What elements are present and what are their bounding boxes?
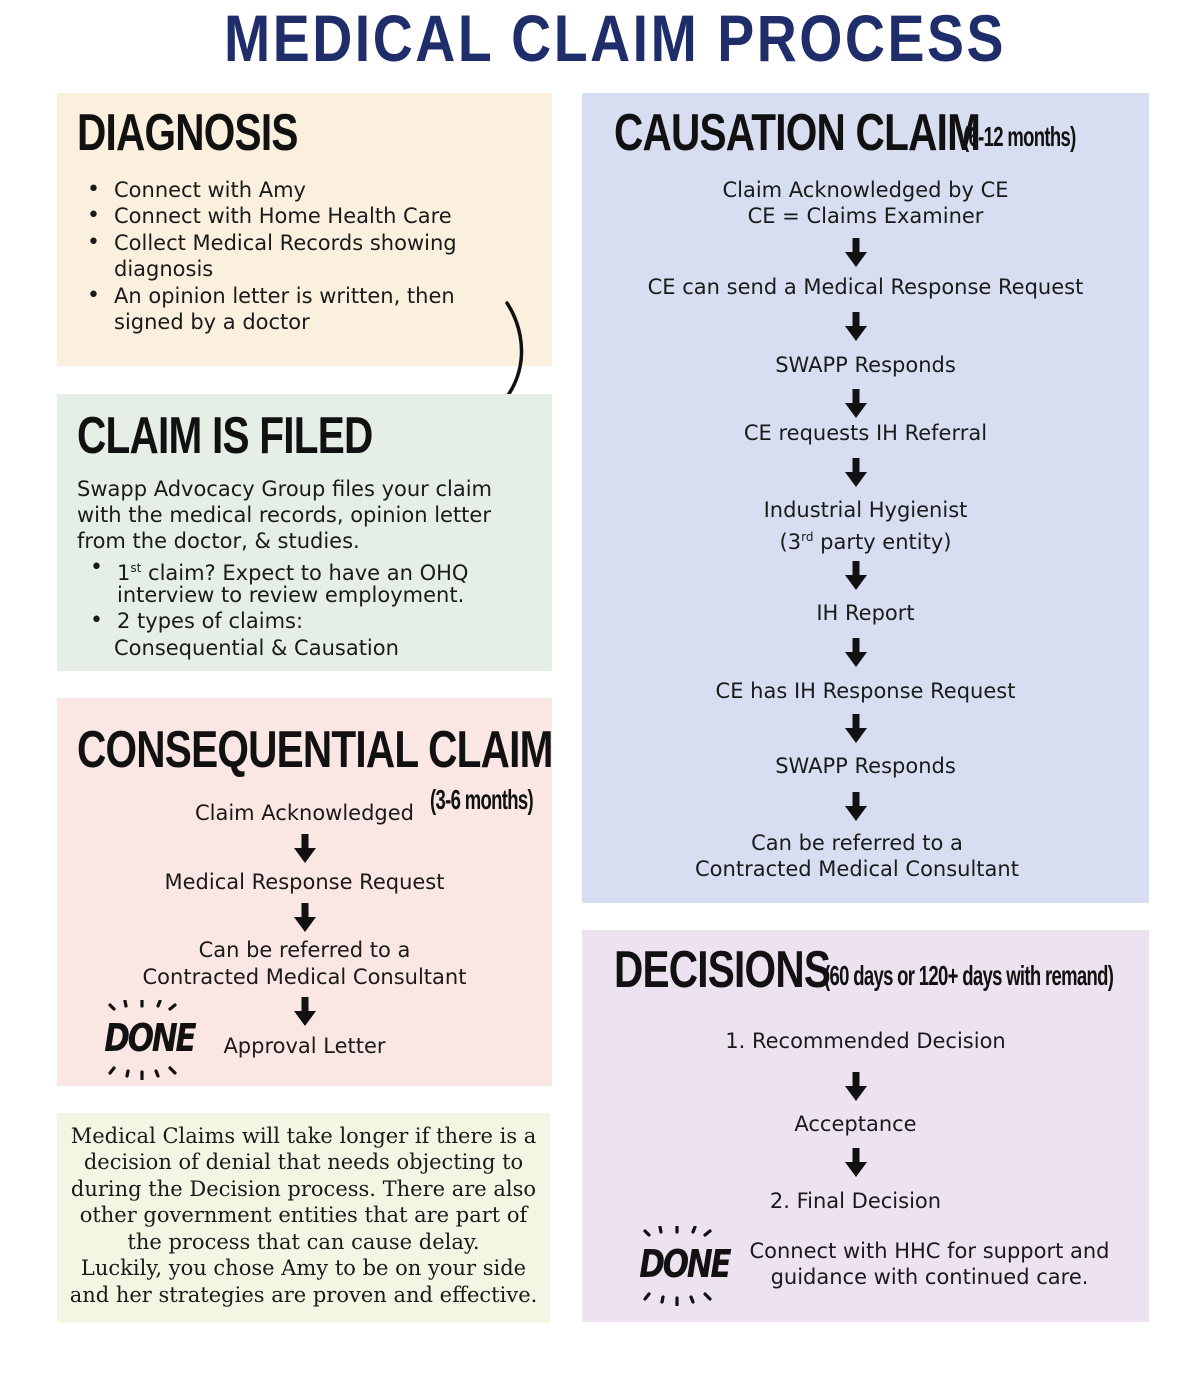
flow-step: Can be referred to a [751,831,963,855]
down-arrow-icon [844,458,868,488]
done-label: DONE [104,1016,195,1060]
flow-step: CE can send a Medical Response Request [647,275,1084,299]
down-arrow-icon [293,997,317,1027]
flow-step: SWAPP Responds [775,353,956,377]
down-arrow-icon [844,638,868,668]
note-line: during the Decision process. There are also [70,1177,537,1201]
list-item-continued: Consequential & Causation [114,636,399,660]
down-arrow-icon [844,312,868,342]
consequential-duration: (3-6 months) [430,784,533,815]
done-stamp [92,1000,195,1080]
list-item: Collect Medical Records showing [114,231,457,255]
note-line: other government entities that are part of [79,1203,528,1227]
down-arrow-icon [293,834,317,864]
down-arrow-icon [844,792,868,822]
flow-step: SWAPP Responds [775,754,956,778]
bullet-icon: • [87,283,100,308]
down-arrow-icon [844,714,868,744]
consequential-heading: CONSEQUENTIAL CLAIM [77,721,553,779]
down-arrow-icon [844,238,868,268]
bullet-text-part: claim? Expect to have an OHQ [141,561,469,585]
list-item-continued: interview to review employment. [117,583,465,607]
claim-filed-intro-line: from the doctor, & studies. [77,529,360,553]
causation-heading: CAUSATION CLAIM [614,104,981,162]
flow-step-continued [582,524,1149,556]
note-panel [57,1113,550,1323]
down-arrow-icon [844,1072,868,1102]
note-line: Luckily, you chose Amy to be on your side [80,1256,527,1280]
decision-final-line: guidance with continued care. [770,1265,1089,1289]
flow-step: Claim Acknowledged [194,801,415,825]
decisions-duration: (60 days or 120+ days with remand) [824,960,1114,991]
list-item: Connect with Amy [114,178,306,202]
down-arrow-icon [844,561,868,591]
consequential-panel [57,698,552,1086]
bullet-icon: • [87,230,100,255]
note-line: decision of denial that needs objecting to [83,1150,524,1174]
list-item: An opinion letter is written, then [114,284,455,308]
flow-step: CE has IH Response Request [715,679,1016,703]
note-line: the process that can cause delay. [127,1230,480,1254]
bullet-icon: • [87,177,100,202]
flow-step: Approval Letter [223,1034,386,1058]
step-text-part: (3 [779,530,802,554]
list-item-continued: diagnosis [114,257,214,281]
flow-step-continued: Contracted Medical Consultant [142,965,467,989]
superscript: st [130,561,142,575]
flow-step: IH Report [816,601,915,625]
list-item-continued: signed by a doctor [114,310,310,334]
causation-duration: (6-12 months) [963,121,1076,152]
decisions-heading: DECISIONS [614,941,831,999]
down-arrow-icon [844,389,868,419]
flow-step: Medical Response Request [164,870,445,894]
page-title: MEDICAL CLAIM PROCESS [224,1,1006,75]
flow-step: Can be referred to a [198,938,411,962]
bullet-icon: • [90,555,103,580]
bullet-icon: • [87,203,100,228]
list-item: Connect with Home Health Care [114,204,452,228]
flow-step-continued: Contracted Medical Consultant [695,857,1019,881]
decision-final-line: Connect with HHC for support and [749,1239,1110,1263]
claim-filed-intro-line: Swapp Advocacy Group files your claim [77,477,493,501]
done-label: DONE [639,1242,730,1286]
claim-filed-panel [57,394,552,671]
bullet-icon: • [90,608,103,633]
superscript: rd [801,530,814,544]
diagnosis-heading: DIAGNOSIS [77,104,298,162]
done-stamp [627,1226,730,1306]
causation-panel [582,93,1149,903]
claim-filed-intro-line: with the medical records, opinion letter [77,503,491,527]
down-arrow-icon [293,903,317,933]
decision-step: 1. Recommended Decision [725,1029,1006,1053]
decision-step: Acceptance [794,1112,917,1136]
decision-step: 2. Final Decision [769,1189,942,1213]
note-line: Medical Claims will take longer if there is a [70,1124,537,1148]
flow-step-continued: CE = Claims Examiner [747,204,984,228]
flow-step: Claim Acknowledged by CE [722,178,1009,202]
down-arrow-icon [844,1148,868,1178]
flow-step: CE requests IH Referral [743,421,988,445]
note-line: and her strategies are proven and effective. [69,1283,538,1307]
bullet-text-part: 1 [117,561,131,585]
decisions-panel [582,930,1149,1322]
claim-filed-heading: CLAIM IS FILED [77,407,373,465]
flow-step: Industrial Hygienist [763,498,968,522]
list-item: 2 types of claims: [117,609,304,633]
step-text-part: party entity) [813,530,952,554]
